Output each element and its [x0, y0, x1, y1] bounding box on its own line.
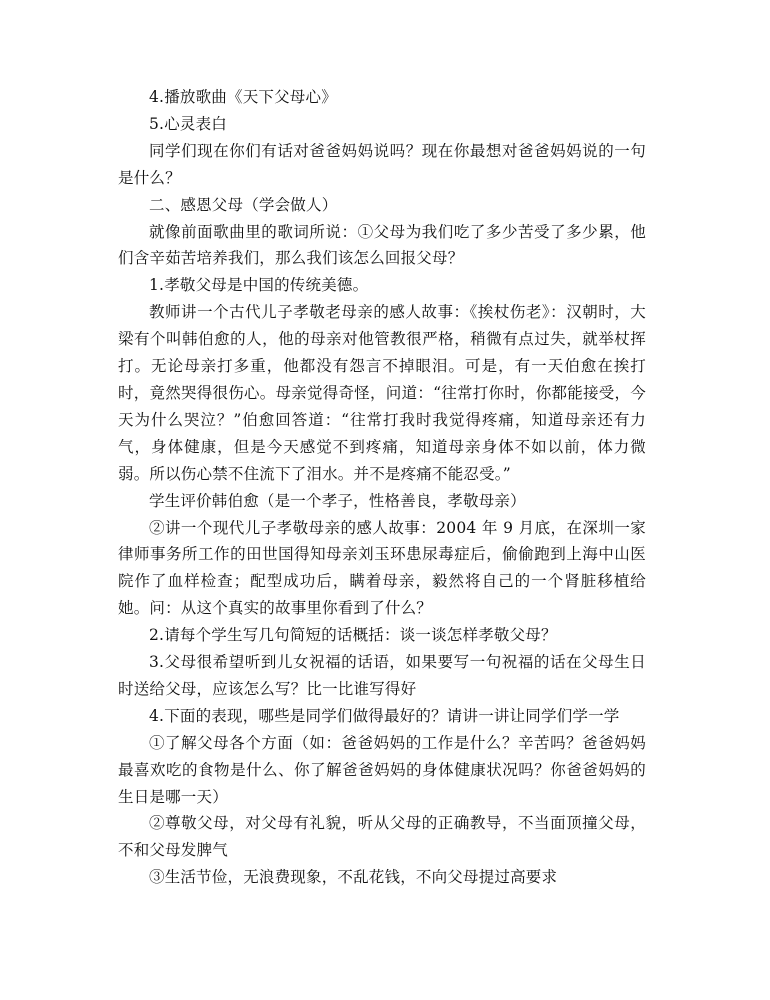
paragraph-heart-expression-item: 5.心灵表白	[149, 114, 227, 133]
document-body	[118, 84, 646, 891]
section-heading-gratitude: 二、感恩父母（学会做人）	[149, 195, 338, 214]
paragraph-student-evaluation: 学生评价韩伯愈（是一个孝子，性格善良，孝敬母亲）	[149, 491, 526, 510]
paragraph-filial-piety-tradition: 1.孝敬父母是中国的传统美德。	[149, 276, 369, 295]
paragraph-blessing-task: 3.父母很希望听到儿女祝福的话语，如果要写一句祝福的话在父母生日时送给父母，应该怎么写？比一比谁写得好	[118, 653, 646, 698]
paragraph-song-lyrics-intro: 就像前面歌曲里的歌词所说：①父母为我们吃了多少苦受了多少累，他们含辛茹苦培养我们，那么我们该怎么回报父母？	[118, 222, 646, 268]
paragraph-modern-story: ②讲一个现代儿子孝敬母亲的感人故事：2004 年 9 月底，在深圳一家律师事务所工作的田世国得知母亲刘玉环患尿毒症后，偷偷跑到上海中山医院作了血样检查；配型成功后，瞒着母亲，毅然将自己的一个肾脏移植给她。问：从这个真实的故事里你看到了什么？	[118, 518, 646, 618]
paragraph-respect-parents: ②尊敬父母，对父母有礼貌，听从父母的正确教导，不当面顶撞父母，不和父母发脾气	[118, 814, 646, 860]
paragraph-know-parents: ①了解父母各个方面（如：爸爸妈妈的工作是什么？辛苦吗？爸爸妈妈最喜欢吃的食物是什么、你了解爸爸妈妈的身体健康状况吗？你爸爸妈妈的生日是哪一天）	[118, 733, 646, 806]
paragraph-song-item: 4.播放歌曲《天下父母心》	[149, 88, 337, 106]
paragraph-best-behavior-task: 4.下面的表现，哪些是同学们做得最好的？请讲一讲让同学们学一学	[149, 706, 620, 725]
paragraph-question-to-parents: 同学们现在你们有话对爸爸妈妈说吗？现在你最想对爸爸妈妈说的一句是什么？	[118, 141, 646, 187]
paragraph-ancient-story: 教师讲一个古代儿子孝敬老母亲的感人故事：《挨杖伤老》：汉朝时，大梁有个叫韩伯愈的人，他的母亲对他管教很严格，稍微有点过失，就举杖挥打。无论母亲打多重，他都没有怨言不掉眼泪。可是，有一天伯愈在挨打时，竟然哭得很伤心。母亲觉得奇怪，问道：“往常打你时，你都能接受，今天为什么哭泣？”伯愈回答道：“往常打我时我觉得疼痛，知道母亲还有力气，身体健康，但是今天感觉不到疼痛，知道母亲身体不如以前，体力微弱。所以伤心禁不住流下了泪水。并不是疼痛不能忍受。”	[118, 303, 646, 483]
paragraph-summary-task: 2.请每个学生写几句简短的话概括：谈一谈怎样孝敬父母？	[149, 626, 557, 645]
paragraph-frugal-living: ③生活节俭，无浪费现象，不乱花钱，不向父母提过高要求	[149, 868, 558, 887]
